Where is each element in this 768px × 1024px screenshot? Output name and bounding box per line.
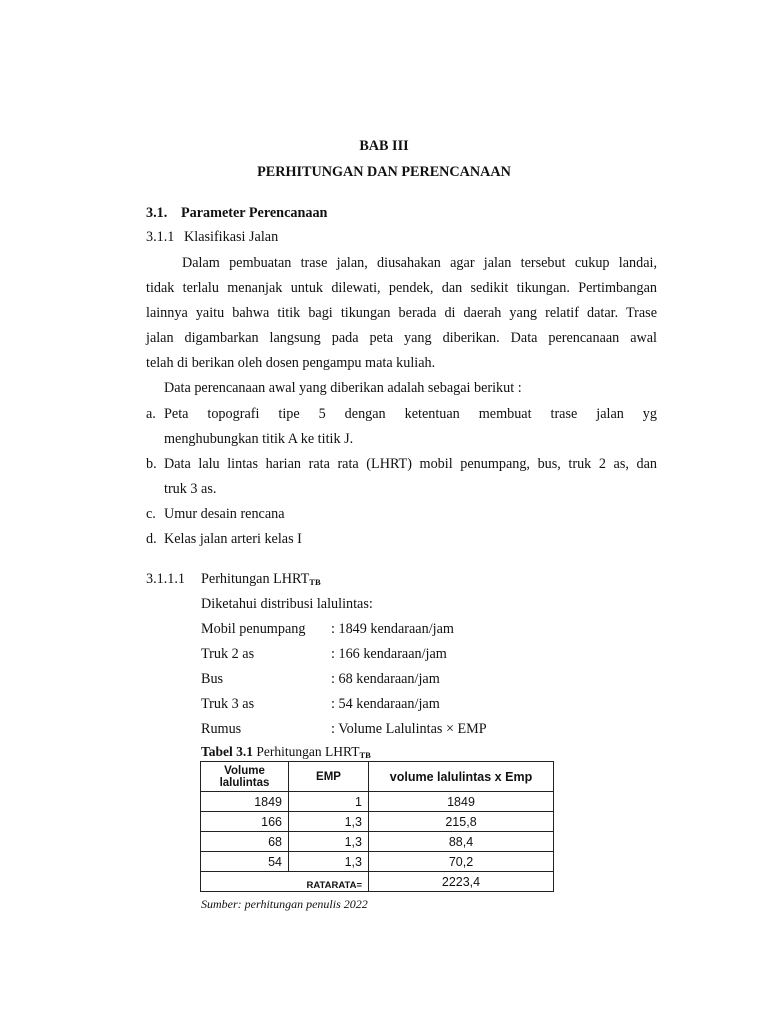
table-header-row	[201, 762, 554, 792]
list-item-line: Peta topografi tipe 5 dengan ketentuan membuat trase jalan yg	[164, 406, 657, 422]
section-title: Parameter Perencanaan	[181, 205, 328, 221]
section-number: 3.1.	[146, 205, 168, 221]
paragraph-intro: Data perencanaan awal yang diberikan adalah sebagai berikut :	[164, 380, 522, 396]
paragraph-line: lainnya yaitu bahwa titik bagi tikungan berada di daerah yang relatif datar. Trase	[146, 305, 657, 321]
known-intro: Diketahui distribusi lalulintas:	[201, 596, 373, 612]
list-marker: a.	[146, 406, 156, 422]
cell-product: 88,4	[369, 832, 554, 852]
list-item-line: truk 3 as.	[164, 481, 217, 497]
cell-emp: 1,3	[289, 852, 369, 872]
table-row	[201, 812, 554, 832]
cell-emp: 1	[289, 792, 369, 812]
subsubsection-title: Perhitungan $LHRT_{TB}$	[201, 571, 321, 587]
cell-emp: 1,3	[289, 812, 369, 832]
paragraph-line: jalan digambarkan langsung pada peta yang diberikan. Data perencanaan awal	[146, 330, 657, 346]
chapter-heading: BAB III	[359, 138, 409, 154]
paragraph-line: telah di berikan oleh dosen pengampu mata kuliah.	[146, 355, 436, 371]
table-caption: Tabel 3.1 Perhitungan $LHRT_{TB}$	[201, 744, 371, 760]
paragraph-line: tidak terlalu menanjak untuk dilewati, pendek, dan sedikit tikungan. Pertimbangan	[146, 280, 657, 296]
table-row	[201, 852, 554, 872]
cell-product: 70,2	[369, 852, 554, 872]
cell-volume: 54	[201, 852, 289, 872]
known-label: Bus	[201, 671, 224, 687]
cell-volume: 1849	[201, 792, 289, 812]
total-value: 2223,4	[369, 872, 554, 892]
known-value: : 54 kendaraan/jam	[331, 696, 440, 712]
list-item-line: menghubungkan titik A ke titik J.	[164, 431, 354, 447]
cell-emp: 1,3	[289, 832, 369, 852]
paragraph-line: Dalam pembuatan trase jalan, diusahakan agar jalan tersebut cukup landai,	[182, 255, 657, 271]
cell-product: 1849	[369, 792, 554, 812]
list-marker: d.	[146, 531, 157, 547]
known-label: Truk 2 as	[201, 646, 255, 662]
table-row	[201, 832, 554, 852]
known-label: Rumus	[201, 721, 242, 737]
subsection-number: 3.1.1	[146, 229, 175, 245]
lhrt-table	[200, 761, 554, 892]
list-marker: b.	[146, 456, 157, 472]
list-marker: c.	[146, 506, 156, 522]
table-row	[201, 792, 554, 812]
subsection-title: Klasifikasi Jalan	[184, 229, 279, 245]
known-value: : 1849 kendaraan/jam	[331, 621, 454, 637]
total-label: RATARATA=	[201, 872, 369, 892]
known-value: : 166 kendaraan/jam	[331, 646, 447, 662]
table-total-row	[201, 872, 554, 892]
known-label: Truk 3 as	[201, 696, 255, 712]
cell-volume: 68	[201, 832, 289, 852]
known-value: : 68 kendaraan/jam	[331, 671, 440, 687]
known-label: Mobil penumpang	[201, 621, 306, 637]
list-item-line: Umur desain rencana	[164, 506, 285, 522]
chapter-title: PERHITUNGAN DAN PERENCANAAN	[257, 164, 511, 180]
cell-product: 215,8	[369, 812, 554, 832]
table-source: Sumber: perhitungan penulis 2022	[201, 897, 368, 911]
subsubsection-number: 3.1.1.1	[146, 571, 186, 587]
list-item-line: Kelas jalan arteri kelas I	[164, 531, 302, 547]
list-item-line: Data lalu lintas harian rata rata (LHRT) mobil penumpang, bus, truk 2 as, dan	[164, 456, 657, 472]
known-value: : Volume Lalulintas × EMP	[331, 721, 487, 737]
header-volume: Volume lalulintas	[201, 762, 289, 792]
cell-volume: 166	[201, 812, 289, 832]
header-product: volume lalulintas x Emp	[369, 762, 554, 792]
header-emp: EMP	[289, 762, 369, 792]
